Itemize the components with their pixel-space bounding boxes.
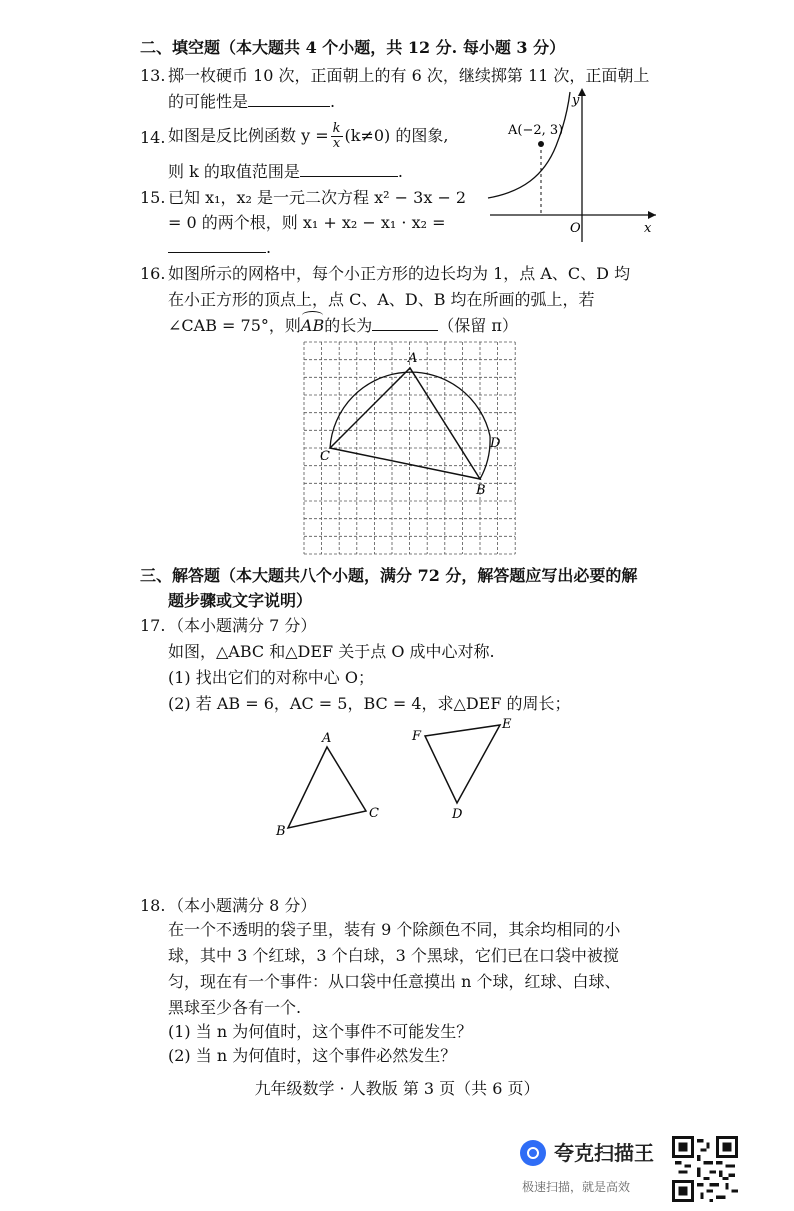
question-number: 13. — [140, 66, 166, 85]
origin-label: O — [570, 221, 581, 236]
question-number: 17. — [140, 616, 166, 635]
question-text: 的长为 — [324, 316, 373, 335]
question-13-line2 — [168, 92, 335, 112]
question-score: （本小题满分 7 分） — [168, 616, 317, 635]
label-f: F — [412, 729, 422, 744]
answer-blank — [168, 238, 266, 253]
question-score: （本小题满分 8 分） — [168, 896, 317, 915]
question-16-line2: 在小正方形的顶点上，点 C、A、D、B 均在所画的弧上，若 — [168, 290, 595, 309]
question-text: (k≠0) 的图象, — [344, 126, 449, 145]
x-axis-label: x — [644, 221, 652, 236]
answer-blank — [300, 162, 398, 177]
label-b: B — [476, 483, 486, 498]
page-footer: 九年级数学 · 人教版 第 3 页（共 6 页） — [254, 1079, 540, 1098]
grid-arc-figure — [296, 336, 522, 560]
period: . — [266, 238, 272, 257]
question-16-line3 — [168, 316, 518, 336]
symmetric-triangles-figure — [270, 717, 530, 845]
question-text: 的可能性是 — [168, 92, 249, 111]
triangle-def — [425, 725, 500, 803]
qr-code-icon — [672, 1136, 738, 1202]
scanner-name: 夸克扫描王 — [554, 1141, 654, 1165]
question-text: 则 k 的取值范围是 — [168, 162, 300, 181]
grid-lines — [304, 342, 515, 554]
question-18-part2: (2) 当 n 为何值时，这个事件必然发生？ — [168, 1046, 457, 1065]
period: . — [397, 162, 403, 181]
question-15-line1: 已知 x₁，x₂ 是一元二次方程 x² − 3x − 2 — [168, 188, 467, 207]
label-a: A — [322, 731, 332, 746]
question-text: 如图是反比例函数 y = — [168, 126, 329, 145]
question-number: 15. — [140, 188, 166, 207]
question-16-line1: 如图所示的网格中，每个小正方形的边长均为 1，点 A、C、D 均 — [168, 264, 631, 283]
section-2-title: 二、填空题（本大题共 4 个小题，共 12 分. 每小题 3 分） — [140, 38, 566, 57]
label-d: D — [452, 807, 463, 822]
question-14-line2 — [168, 162, 403, 182]
question-number: 16. — [140, 264, 166, 283]
question-13-line1: 掷一枚硬币 10 次，正面朝上的有 6 次，继续掷第 11 次，正面朝上 — [168, 66, 650, 85]
question-text: ∠CAB = 75°，则 — [168, 316, 301, 335]
question-15-line3 — [168, 238, 271, 258]
label-d: D — [490, 436, 501, 451]
answer-blank — [372, 316, 438, 331]
triangle-cab — [330, 368, 480, 479]
question-17-part1: (1) 找出它们的对称中心 O； — [168, 668, 374, 687]
question-15-line2: = 0 的两个根，则 x₁ + x₂ − x₁ · x₂ = — [168, 213, 446, 232]
fraction-k-over-x — [331, 122, 343, 151]
question-number: 18. — [140, 896, 166, 915]
question-18-line3: 匀，现在有一个事件：从口袋中任意摸出 n 个球，红球、白球、 — [168, 972, 621, 991]
label-c: C — [320, 449, 330, 464]
question-text: （保留 π） — [438, 316, 518, 335]
question-number: 14. — [140, 128, 166, 147]
hyperbola-curve — [488, 92, 570, 198]
section-3-title-line2: 题步骤或文字说明） — [168, 591, 313, 610]
point-a — [538, 141, 544, 147]
section-3-title-line1: 三、解答题（本大题共八个小题，满分 72 分，解答题应写出必要的解 — [140, 566, 638, 585]
label-a: A — [408, 351, 418, 366]
arc-ab-label: AB — [300, 316, 325, 335]
question-18-line2: 球，其中 3 个红球，3 个白球，3 个黑球，它们已在口袋中被搅 — [168, 946, 619, 965]
y-axis-label: y — [572, 93, 580, 108]
inverse-function-graph — [482, 84, 662, 244]
question-17-part2: (2) 若 AB = 6，AC = 5，BC = 4，求△DEF 的周长； — [168, 694, 571, 713]
label-e: E — [502, 717, 512, 732]
question-18-part1: (1) 当 n 为何值时，这个事件不可能发生？ — [168, 1022, 473, 1041]
question-14-line1 — [168, 120, 448, 152]
question-18-line4: 黑球至少各有一个. — [168, 998, 302, 1017]
scanner-slogan: 极速扫描，就是高效 — [522, 1180, 631, 1194]
question-18-line1: 在一个不透明的袋子里，装有 9 个除颜色不同，其余均相同的小 — [168, 920, 621, 939]
fraction-denominator: x — [332, 136, 341, 151]
point-a-label: A(−2, 3) — [508, 123, 564, 138]
circle-arc — [330, 372, 490, 479]
scanner-logo-icon — [520, 1140, 546, 1166]
x-axis-arrow — [648, 211, 656, 219]
period: . — [330, 92, 336, 111]
label-c: C — [369, 806, 379, 821]
answer-blank — [248, 92, 330, 107]
label-b: B — [276, 824, 286, 839]
question-17-intro: 如图，△ABC 和△DEF 关于点 O 成中心对称. — [168, 642, 495, 661]
fraction-numerator: k — [332, 121, 341, 136]
triangle-abc — [288, 747, 366, 828]
